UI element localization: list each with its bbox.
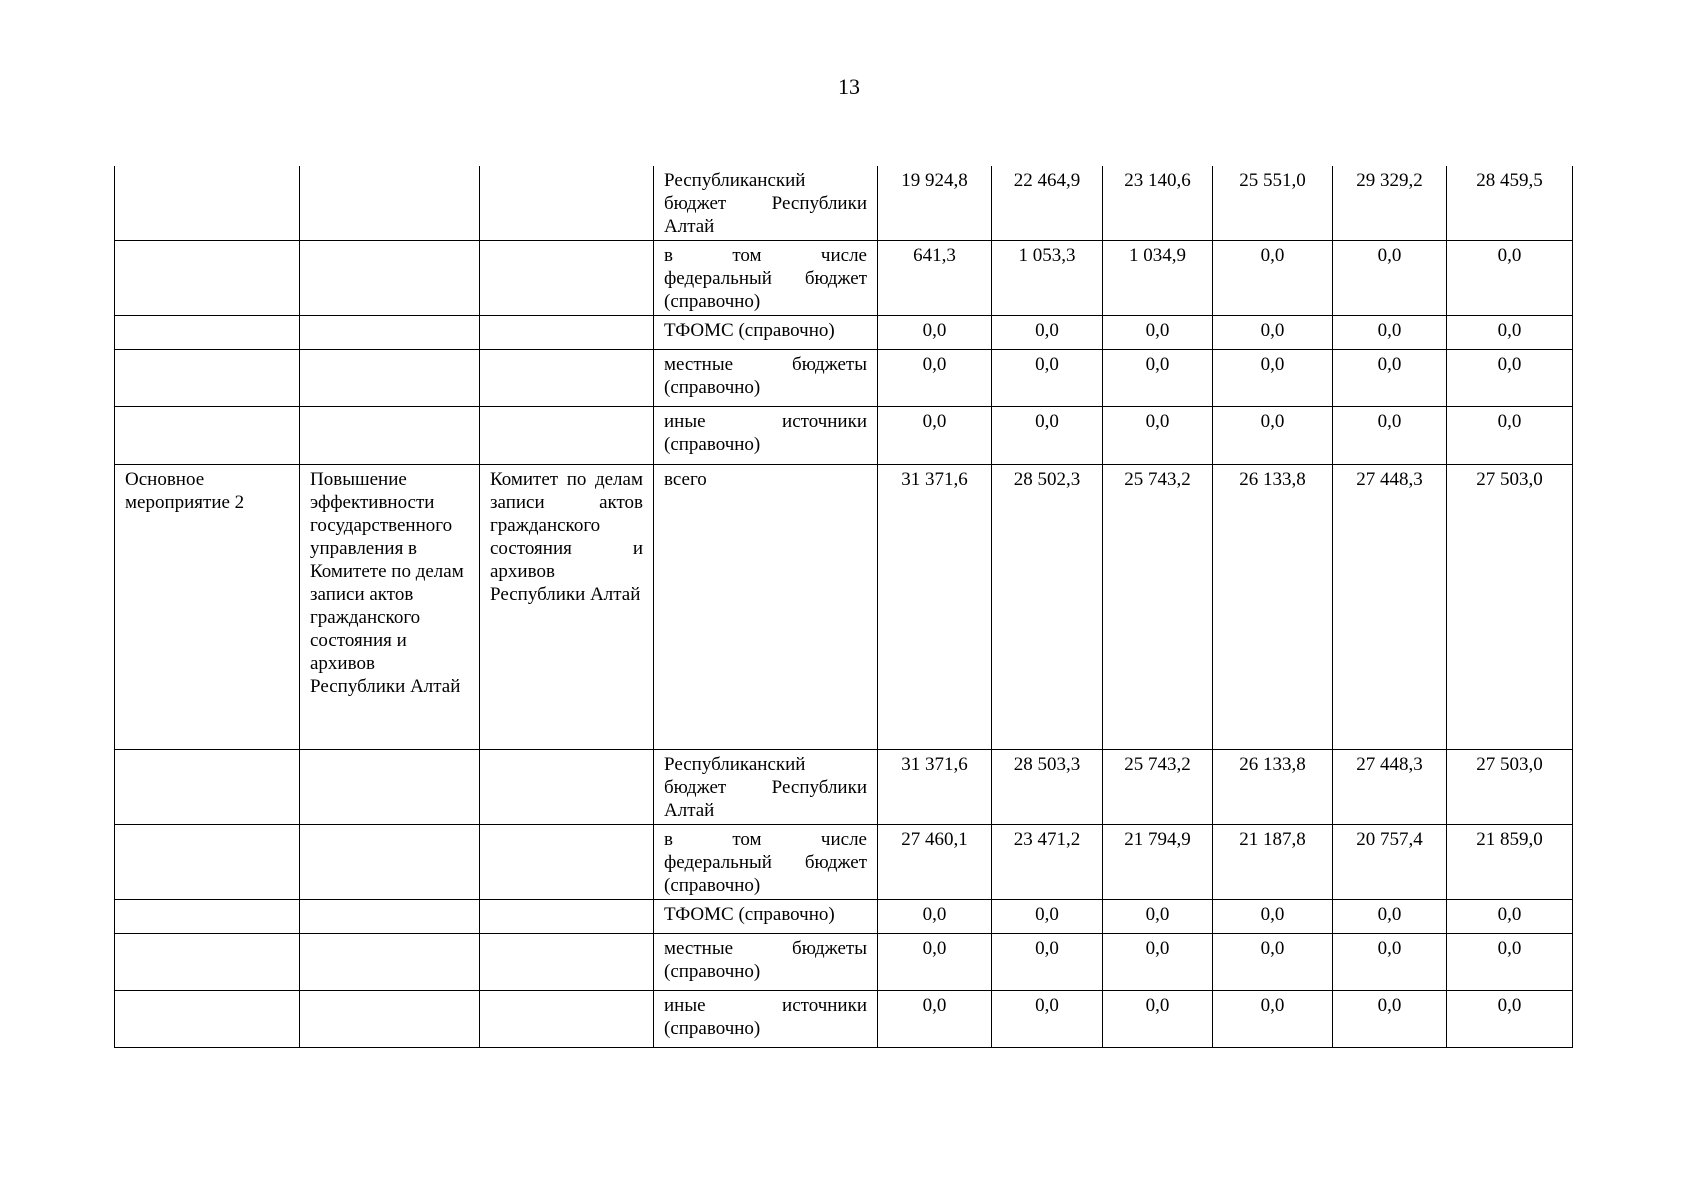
year-value-cell: 21 794,9 [1103, 825, 1213, 900]
page-number: 13 [838, 74, 860, 99]
year-value-cell: 0,0 [1447, 991, 1573, 1048]
year-value-cell: 0,0 [878, 316, 992, 350]
year-value-cell: 29 329,2 [1333, 166, 1447, 241]
year-value-cell: 25 551,0 [1213, 166, 1333, 241]
year-value-cell: 27 503,0 [1447, 750, 1573, 825]
year-value-cell: 0,0 [1333, 350, 1447, 407]
year-value-cell: 28 502,3 [992, 465, 1103, 750]
year-value-cell: 0,0 [1103, 900, 1213, 934]
year-value-cell: 0,0 [992, 407, 1103, 465]
activity-description-cell [300, 407, 480, 465]
year-value-cell: 21 187,8 [1213, 825, 1333, 900]
responsible-executor-cell [480, 991, 654, 1048]
year-value-cell: 0,0 [1333, 316, 1447, 350]
year-value-cell: 0,0 [1447, 316, 1573, 350]
year-value-cell: 0,0 [1447, 407, 1573, 465]
activity-name-cell [115, 900, 300, 934]
year-value-cell: 28 459,5 [1447, 166, 1573, 241]
responsible-executor-cell [480, 900, 654, 934]
year-value-cell: 21 859,0 [1447, 825, 1573, 900]
funding-source-cell: Республиканский бюджет Республики Алтай [654, 166, 878, 241]
activity-name-cell [115, 316, 300, 350]
responsible-executor-cell [480, 166, 654, 241]
year-value-cell: 0,0 [1103, 991, 1213, 1048]
year-value-cell: 19 924,8 [878, 166, 992, 241]
activity-description-cell [300, 991, 480, 1048]
activity-description-cell [300, 750, 480, 825]
activity-description-cell [300, 241, 480, 316]
year-value-cell: 0,0 [1333, 991, 1447, 1048]
year-value-cell: 0,0 [992, 316, 1103, 350]
year-value-cell: 0,0 [878, 900, 992, 934]
year-value-cell: 23 471,2 [992, 825, 1103, 900]
year-value-cell: 0,0 [1103, 407, 1213, 465]
year-value-cell: 22 464,9 [992, 166, 1103, 241]
year-value-cell: 27 460,1 [878, 825, 992, 900]
year-value-cell: 26 133,8 [1213, 750, 1333, 825]
year-value-cell: 0,0 [992, 350, 1103, 407]
responsible-executor-cell [480, 934, 654, 991]
funding-source-cell: всего [654, 465, 878, 750]
activity-name-cell [115, 934, 300, 991]
funding-source-cell: в том числе федеральный бюджет (справочно) [654, 825, 878, 900]
year-value-cell: 27 503,0 [1447, 465, 1573, 750]
year-value-cell: 1 053,3 [992, 241, 1103, 316]
funding-source-cell: ТФОМС (справочно) [654, 316, 878, 350]
activity-description-cell [300, 825, 480, 900]
table-row [115, 934, 1573, 991]
year-value-cell: 0,0 [1333, 900, 1447, 934]
funding-source-cell: иные источники (справочно) [654, 991, 878, 1048]
table-row [115, 991, 1573, 1048]
activity-description-cell [300, 350, 480, 407]
year-value-cell: 28 503,3 [992, 750, 1103, 825]
activity-name-cell [115, 407, 300, 465]
activity-name-cell: Основное мероприятие 2 [115, 465, 300, 750]
year-value-cell: 25 743,2 [1103, 465, 1213, 750]
activity-name-cell [115, 825, 300, 900]
funding-source-cell: местные бюджеты (справочно) [654, 934, 878, 991]
activity-description-cell [300, 166, 480, 241]
responsible-executor-cell: Комитет по делам записи актов гражданского состояния и архивов Республики Алтай [480, 465, 654, 750]
table-row [115, 825, 1573, 900]
year-value-cell: 0,0 [1447, 900, 1573, 934]
activity-name-cell [115, 350, 300, 407]
year-value-cell: 0,0 [1333, 241, 1447, 316]
table-row [115, 241, 1573, 316]
year-value-cell: 0,0 [992, 991, 1103, 1048]
responsible-executor-cell [480, 241, 654, 316]
table-row [115, 316, 1573, 350]
responsible-executor-cell [480, 750, 654, 825]
table-row [115, 407, 1573, 465]
year-value-cell: 26 133,8 [1213, 465, 1333, 750]
year-value-cell: 31 371,6 [878, 750, 992, 825]
year-value-cell: 0,0 [1447, 350, 1573, 407]
year-value-cell: 0,0 [878, 991, 992, 1048]
year-value-cell: 0,0 [1447, 241, 1573, 316]
activity-name-cell [115, 166, 300, 241]
activity-description-cell [300, 316, 480, 350]
responsible-executor-cell [480, 825, 654, 900]
year-value-cell: 0,0 [1213, 991, 1333, 1048]
year-value-cell: 0,0 [1213, 407, 1333, 465]
year-value-cell: 0,0 [992, 934, 1103, 991]
year-value-cell: 0,0 [1333, 407, 1447, 465]
year-value-cell: 0,0 [1213, 316, 1333, 350]
funding-source-cell: местные бюджеты (справочно) [654, 350, 878, 407]
funding-source-cell: иные источники (справочно) [654, 407, 878, 465]
table-row [115, 350, 1573, 407]
activity-name-cell [115, 750, 300, 825]
year-value-cell: 0,0 [878, 934, 992, 991]
year-value-cell: 27 448,3 [1333, 750, 1447, 825]
year-value-cell: 0,0 [992, 900, 1103, 934]
year-value-cell: 1 034,9 [1103, 241, 1213, 316]
year-value-cell: 0,0 [1447, 934, 1573, 991]
year-value-cell: 0,0 [1213, 934, 1333, 991]
funding-source-cell: в том числе федеральный бюджет (справочно) [654, 241, 878, 316]
table-row [115, 900, 1573, 934]
year-value-cell: 0,0 [1213, 900, 1333, 934]
responsible-executor-cell [480, 407, 654, 465]
table-body [115, 166, 1573, 1048]
year-value-cell: 0,0 [1103, 934, 1213, 991]
year-value-cell: 31 371,6 [878, 465, 992, 750]
budget-table [114, 166, 1573, 1048]
year-value-cell: 20 757,4 [1333, 825, 1447, 900]
table-row [115, 166, 1573, 241]
year-value-cell: 0,0 [1103, 350, 1213, 407]
year-value-cell: 0,0 [878, 350, 992, 407]
table-row [115, 465, 1573, 750]
year-value-cell: 0,0 [878, 407, 992, 465]
year-value-cell: 0,0 [1213, 350, 1333, 407]
activity-description-cell [300, 934, 480, 991]
year-value-cell: 23 140,6 [1103, 166, 1213, 241]
responsible-executor-cell [480, 350, 654, 407]
year-value-cell: 25 743,2 [1103, 750, 1213, 825]
activity-description-cell: Повышение эффективности государственного управления в Комитете по делам записи актов гражданского состояния и архивов Республики Алтай [300, 465, 480, 750]
activity-name-cell [115, 241, 300, 316]
funding-source-cell: Республиканский бюджет Республики Алтай [654, 750, 878, 825]
year-value-cell: 0,0 [1103, 316, 1213, 350]
activity-name-cell [115, 991, 300, 1048]
activity-description-cell [300, 900, 480, 934]
year-value-cell: 27 448,3 [1333, 465, 1447, 750]
year-value-cell: 641,3 [878, 241, 992, 316]
table-row [115, 750, 1573, 825]
year-value-cell: 0,0 [1213, 241, 1333, 316]
year-value-cell: 0,0 [1333, 934, 1447, 991]
funding-source-cell: ТФОМС (справочно) [654, 900, 878, 934]
responsible-executor-cell [480, 316, 654, 350]
